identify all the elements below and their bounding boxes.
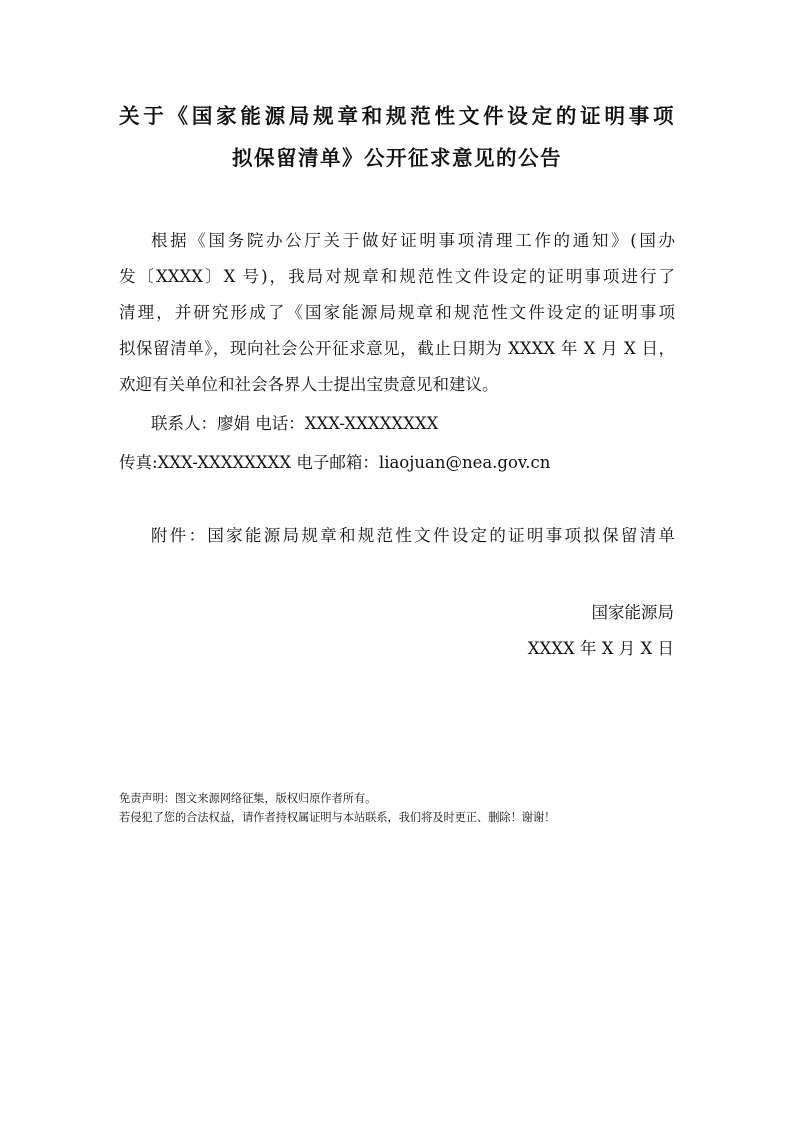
paragraph-line-4: 拟保留清单》，现向社会公开征求意见，截止日期为 XXXX 年 X 月 X 日， bbox=[119, 339, 675, 358]
paragraph-line-5: 欢迎有关单位和社会各界人士提出宝贵意见和建议。 bbox=[119, 375, 499, 394]
contact-line: 联系人：廖娟 电话：XXX-XXXXXXXX bbox=[151, 414, 439, 433]
issuing-organization: 国家能源局 bbox=[591, 603, 674, 622]
fax-email-line: 传真:XXX-XXXXXXXX 电子邮箱：liaojuan@nea.gov.cn bbox=[119, 453, 551, 472]
document-title-line-2: 拟保留清单》公开征求意见的公告 bbox=[232, 146, 562, 170]
paragraph-line-3: 清理，并研究形成了《国家能源局规章和规范性文件设定的证明事项 bbox=[119, 303, 675, 322]
disclaimer-line-2: 若侵犯了您的合法权益，请作者持权属证明与本站联系，我们将及时更正、删除！谢谢！ bbox=[119, 811, 556, 824]
paragraph-line-2: 发〔XXXX〕X 号)，我局对规章和规范性文件设定的证明事项进行了 bbox=[119, 267, 675, 286]
attachment-line: 附件：国家能源局规章和规范性文件设定的证明事项拟保留清单 bbox=[151, 526, 675, 545]
issue-date: XXXX 年 X 月 X 日 bbox=[527, 639, 674, 658]
disclaimer-line-1: 免责声明：图文来源网络征集，版权归原作者所有。 bbox=[119, 792, 377, 805]
paragraph-line-1: 根据《国务院办公厅关于做好证明事项清理工作的通知》(国办 bbox=[151, 231, 675, 250]
document-title-line-1: 关于《国家能源局规章和规范性文件设定的证明事项 bbox=[119, 104, 675, 128]
